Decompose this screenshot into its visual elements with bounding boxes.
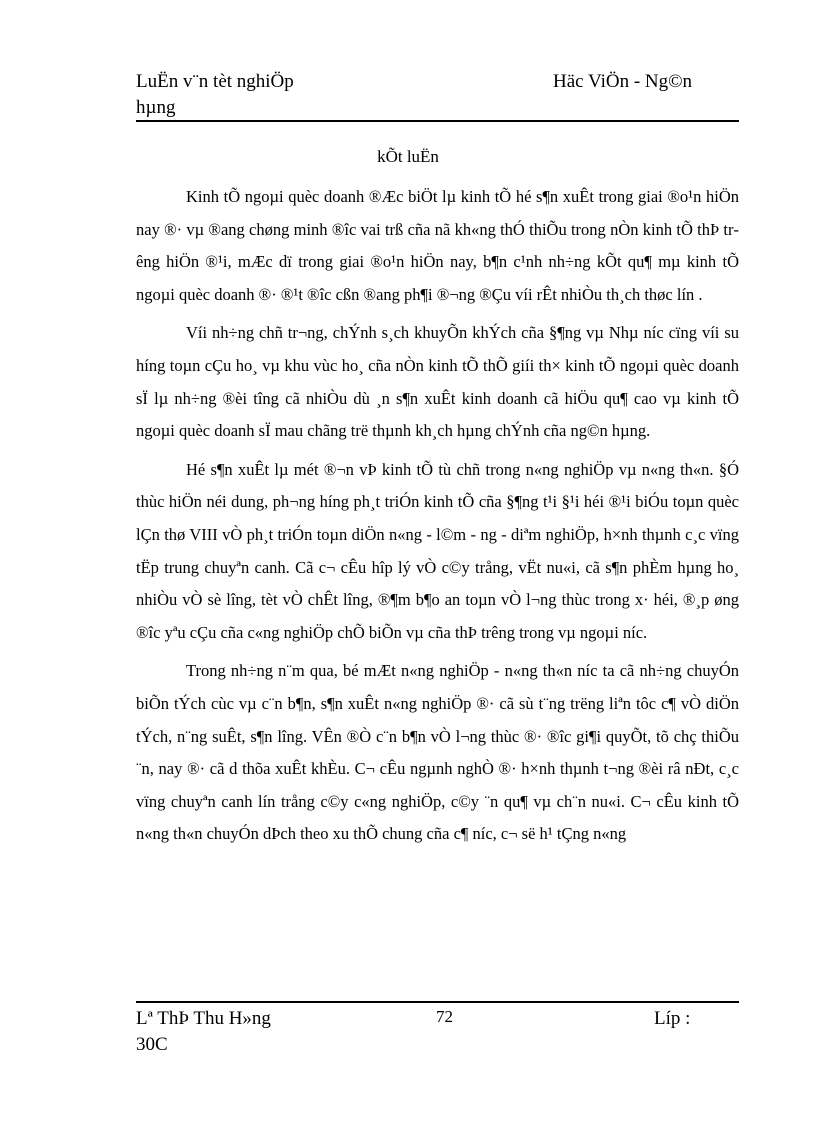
paragraph-1: Kinh tÕ ngoµi quèc doanh ®Æc biÖt lµ kinh tÕ hé s¶n xuÊt trong giai ®o¹n hiÖn nay ®· vµ ®ang chøng minh ®îc vai trß cña nã kh«ng thÓ thiÕu trong nÒn kinh tÕ thÞ trêng hiÖn ®¹i, mÆc dï trong giai ®o¹n hiÖn nay, b¶n c¹nh nh÷ng kÕt qu¶ mµ kinh tÕ ngoµi quèc doanh ®· ®¹t ®îc cßn ®ang ph¶i ®¬ng ®Çu víi rÊt nhiÒu th¸ch thøc lín . xyxy=(136,187,739,304)
footer-right: Líp : xyxy=(654,1008,691,1029)
header-rule xyxy=(136,120,739,122)
header-left xyxy=(136,69,294,121)
header-right: Häc ViÖn - Ng©n xyxy=(553,71,693,92)
paragraph-2: Víi nh÷ng chñ tr¬ng, chÝnh s¸ch khuyÕn khÝch cña §¶ng vµ Nhµ níc cïng víi su híng toµn cÇu ho¸ vµ khu vùc ho¸ cña nÒn kinh tÕ thÕ giíi th× kinh tÕ ngoµi quèc doanh sÏ lµ nh÷ng ®èi tîng cã nhiÒu dù ¸n s¶n xuÊt kinh doanh cã hiÖu qu¶ cao vµ kinh tÕ ngoµi quèc doanh sÏ mau chãng trë thµnh kh¸ch hµng chÝnh cña ng©n hµng. xyxy=(136,323,739,441)
header-left-line1: LuËn v¨n tèt nghiÖp xyxy=(136,71,294,92)
footer-author: Lª ThÞ Thu H»ng xyxy=(136,1008,271,1029)
page-title: kÕt luËn xyxy=(377,147,439,166)
footer-left xyxy=(136,1006,271,1058)
paragraph-4: Trong nh÷ng n¨m qua, bé mÆt n«ng nghiÖp - n«ng th«n níc ta cã nh÷ng chuyÓn biÕn tÝch cùc vµ c¨n b¶n, s¶n xuÊt n«ng nghiÖp ®· cã sù t¨ng trëng liªn tôc c¶ vÒ diÖn tÝch, n¨ng suÊt, s¶n lîng. VÊn ®Ò c¨n b¶n vÒ l¬ng thùc ®· ®îc gi¶i quyÕt, tõ chç thiÕu ¨n, nay ®· cã d thõa xuÊt khÈu. C¬ cÊu ngµnh nghÒ ®· h×nh thµnh t¬ng ®èi râ nÐt, c¸c vïng chuyªn canh lín trång c©y c«ng nghiÖp, c©y ¨n qu¶ vµ ch¨n nu«i. C¬ cÊu kinh tÕ n«ng th«n chuyÓn dÞch theo xu thÕ chung cña c¶ níc, c¬ së h¹ tÇng n«ng xyxy=(136,661,739,844)
body-text xyxy=(136,181,739,857)
header-left-line2: hµng xyxy=(136,97,176,118)
paragraph-3: Hé s¶n xuÊt lµ mét ®¬n vÞ kinh tÕ tù chñ trong n«ng nghiÖp vµ n«ng th«n. §Ó thùc hiÖn néi dung, ph¬ng híng ph¸t triÓn kinh tÕ cña §¶ng t¹i §¹i héi ®¹i biÓu toµn quèc lÇn thø VIII vÒ ph¸t triÓn toµn diÖn n«ng - l©m - ng - diªm nghiÖp, h×nh thµnh c¸c vïng tËp trung chuyªn canh. Cã c¬ cÊu hîp lý vÒ c©y trång, vËt nu«i, cã s¶n phÈm hµng ho¸ nhiÒu vÒ sè lîng, tèt vÒ chÊt lîng, ®¶m b¶o an toµn vÒ l¬ng thùc trong x· héi, ®¸p øng ®îc yªu cÇu cña c«ng nghiÖp chÕ biÕn vµ cña thÞ trêng trong vµ ngoµi níc. xyxy=(136,459,739,642)
page-number: 72 xyxy=(436,1007,453,1026)
footer-class: 30C xyxy=(136,1034,168,1055)
footer-rule xyxy=(136,1001,739,1003)
